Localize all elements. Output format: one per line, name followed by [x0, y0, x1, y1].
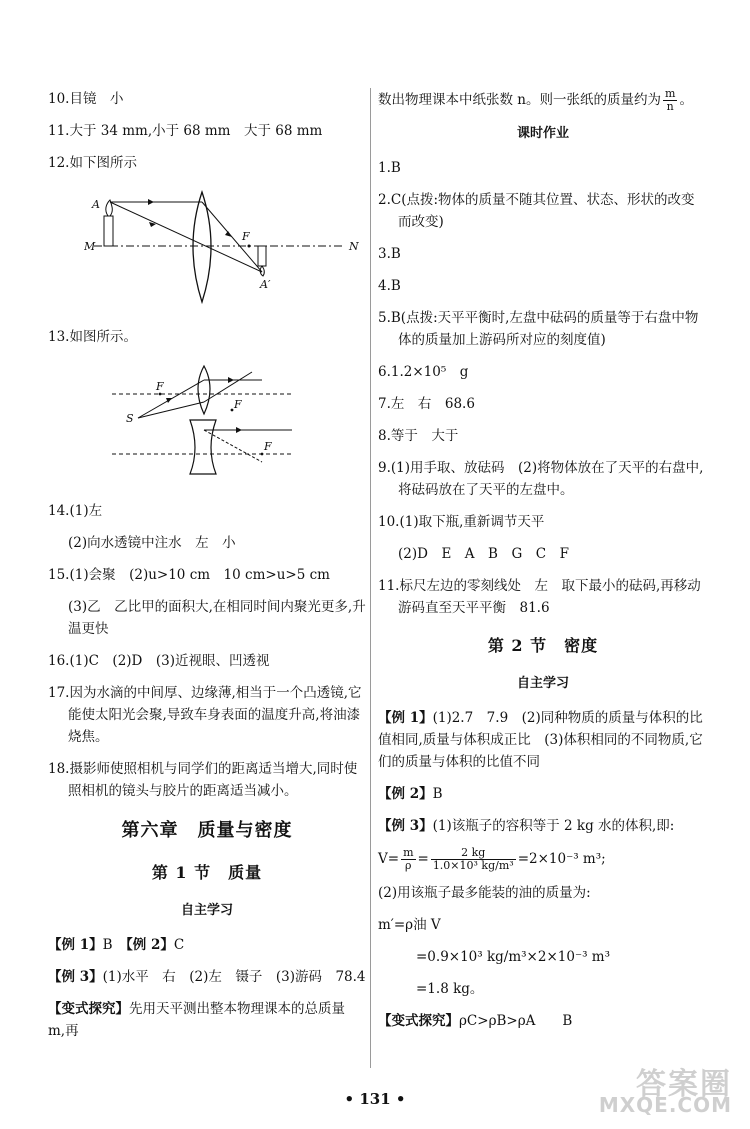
left-column: [48, 88, 366, 1052]
density-example-3-tag: 【例 3】: [378, 818, 433, 834]
ray-arrow-1: [148, 199, 154, 205]
hw-9: 9.(1)用手取、放砝码 (2)将物体放在了天平的右盘中,将砝码放在了天平的左盘中。: [378, 460, 704, 498]
eq1-rhs: =2×10⁻³ m³;: [517, 851, 606, 867]
hw-11: 11.标尺左边的零刻线处 左 取下最小的砝码,再移动游码直至天平平衡 81.6: [378, 578, 701, 616]
candle-body: [104, 216, 113, 246]
ray-arrow-3: [225, 231, 232, 237]
answer-18: 18.摄影师使照相机与同学们的距离适当增大,同时使照相机的镜头与胶片的距离适当减小。: [48, 761, 358, 799]
section-1-heading: 第 1 节 质量: [151, 863, 263, 882]
variation-2-tag: 【变式探究】: [378, 1013, 459, 1029]
answer-12: 12.如下图所示: [48, 155, 137, 171]
eq1-lhs: V=: [378, 851, 400, 867]
example-1-answer: B: [102, 937, 113, 953]
ray-arrow-b: [228, 377, 234, 383]
example-1-2: [48, 934, 366, 956]
focal-point-2: [231, 409, 234, 412]
hw-3: 3.B: [378, 246, 401, 262]
answer-16: 16.(1)C (2)D (3)近视眼、凹透视: [48, 653, 270, 669]
answer-15-3: (3)乙 乙比甲的面积大,在相同时间内聚光更多,升温更快: [68, 599, 366, 637]
answer-13: 13.如图所示。: [48, 329, 137, 345]
chapter-heading: 第六章 质量与密度: [121, 820, 293, 841]
image-body: [258, 246, 266, 266]
label-F: F: [242, 230, 250, 243]
upper-convex-lens: [198, 366, 210, 414]
eq1-f2-num: 2 kg: [431, 847, 516, 860]
self-study-heading: 自主学习: [180, 903, 233, 918]
density-example-1-text: (1)2.7 7.9 (2)同种物质的质量与体积的比值相同,质量与体积成正比 (3)体积相同的不同物质,它们的质量与体积的比值不同: [378, 710, 703, 770]
eq1-f1-num: m: [403, 846, 414, 859]
watermark-logo: [592, 1059, 732, 1121]
variation-text: 先用天平测出整本物理课本的总质量 m,再: [48, 1001, 345, 1039]
lower-concave-lens: [190, 420, 216, 474]
fraction-m-over-rho: [401, 847, 415, 872]
label-F2: F: [234, 398, 242, 411]
variation-continued: [378, 88, 708, 113]
homework-heading: 课时作业: [516, 126, 569, 141]
focal-point: [248, 245, 251, 248]
page-number: • 131 •: [344, 1090, 406, 1108]
density-example-1-tag: 【例 1】: [378, 710, 433, 726]
watermark-line-1: 答案圈: [636, 1067, 732, 1102]
eq1-f1-den: ρ: [405, 859, 412, 872]
variation-cont-text: 数出物理课本中纸张数 n。则一张纸的质量约为: [378, 92, 661, 108]
hw-4: 4.B: [378, 278, 401, 294]
answer-11: 11.大于 34 mm,小于 68 mm 大于 68 mm: [48, 123, 323, 139]
label-F3: F: [264, 440, 272, 453]
hw-2: 2.C(点拨:物体的质量不随其位置、状态、形状的改变而改变): [378, 192, 695, 230]
density-example-3-part2: (2)用该瓶子最多能装的油的质量为:: [378, 885, 591, 901]
example-3-tag: 【例 3】: [48, 969, 103, 985]
label-A-prime: A′: [260, 278, 271, 291]
example-3-answer: (1)水平 右 (2)左 镊子 (3)游码 78.4: [102, 969, 366, 985]
label-S: S: [126, 412, 134, 425]
lens-combination-diagram: [112, 358, 342, 488]
eq1-f2-den: 1.0×10³ kg/m³: [432, 859, 514, 872]
fraction-denominator: n: [666, 100, 674, 113]
answer-17: 17.因为水滴的中间厚、边缘薄,相当于一个凸透镜,它能使太阳光会聚,导致车身表面的温度升高,将油漆烧焦。: [48, 685, 362, 745]
density-example-3-text: (1)该瓶子的容积等于 2 kg 水的体积,即:: [432, 818, 675, 834]
right-column: [378, 88, 708, 1042]
fraction-numerator: m: [665, 87, 676, 100]
equation-mass: m′=ρ油 V: [378, 917, 441, 933]
fraction-values: [431, 847, 516, 872]
answer-14-2: (2)向水透镜中注水 左 小: [68, 535, 236, 551]
label-N: N: [349, 240, 359, 253]
ray-low-virtual: [204, 430, 262, 462]
focal-point-1: [159, 393, 162, 396]
watermark-line-2: MXQE.COM: [598, 1093, 732, 1117]
hw-5: 5.B(点拨:天平平衡时,左盘中砝码的质量等于右盘中物体的质量加上游码所对应的刻度值): [378, 310, 699, 348]
variation-2-text: ρC>ρB>ρA B: [459, 1013, 573, 1029]
label-F1: F: [156, 380, 164, 393]
density-example-2-tag: 【例 2】: [378, 786, 433, 802]
label-M: M: [84, 240, 96, 253]
variation-cont-end: 。: [679, 92, 693, 108]
example-3: [48, 966, 366, 988]
ray-arrow-a: [166, 398, 172, 403]
eq1-mid: =: [417, 851, 429, 867]
answer-15-1: 15.(1)会聚 (2)u>10 cm 10 cm>u>5 cm: [48, 567, 330, 583]
focal-point-3: [261, 453, 264, 456]
answer-10: 10.目镜 小: [48, 91, 124, 107]
variation-tag: 【变式探究】: [48, 1001, 129, 1017]
hw-7: 7.左 右 68.6: [378, 396, 475, 412]
example-2-tag: 【例 2】: [126, 937, 174, 953]
section-2-heading: 第 2 节 密度: [487, 636, 599, 655]
example-1-tag: 【例 1】: [48, 937, 103, 953]
column-divider: [370, 88, 371, 1068]
hw-10-2: (2)D E A B G C F: [398, 546, 569, 562]
ray-arrow-c: [236, 427, 242, 433]
hw-8: 8.等于 大于: [378, 428, 459, 444]
ray-s-mid: [138, 402, 204, 418]
fraction-m-over-n: [663, 88, 677, 113]
variation-explore-2: [378, 1010, 708, 1032]
equation-mass-step-1: =0.9×10³ kg/m³×2×10⁻³ m³: [416, 949, 610, 965]
ray-through-center: [110, 202, 262, 272]
equation-volume: [378, 847, 708, 872]
variation-explore: [48, 998, 366, 1042]
self-study-heading-2: 自主学习: [516, 676, 569, 691]
density-example-2: [378, 783, 708, 805]
hw-10-1: 10.(1)取下瓶,重新调节天平: [378, 514, 545, 530]
label-A: A: [92, 198, 100, 211]
example-2-answer: C: [173, 937, 185, 953]
hw-6: 6.1.2×10⁵ g: [378, 364, 469, 380]
answer-14-1: 14.(1)左: [48, 503, 103, 519]
density-example-1: [378, 707, 708, 773]
equation-mass-step-2: =1.8 kg。: [416, 981, 484, 997]
convex-lens-ray-diagram: [84, 184, 364, 314]
hw-1: 1.B: [378, 160, 401, 176]
ray-mid-out: [204, 372, 252, 402]
density-example-2-text: B: [432, 786, 443, 802]
density-example-3: [378, 815, 708, 837]
